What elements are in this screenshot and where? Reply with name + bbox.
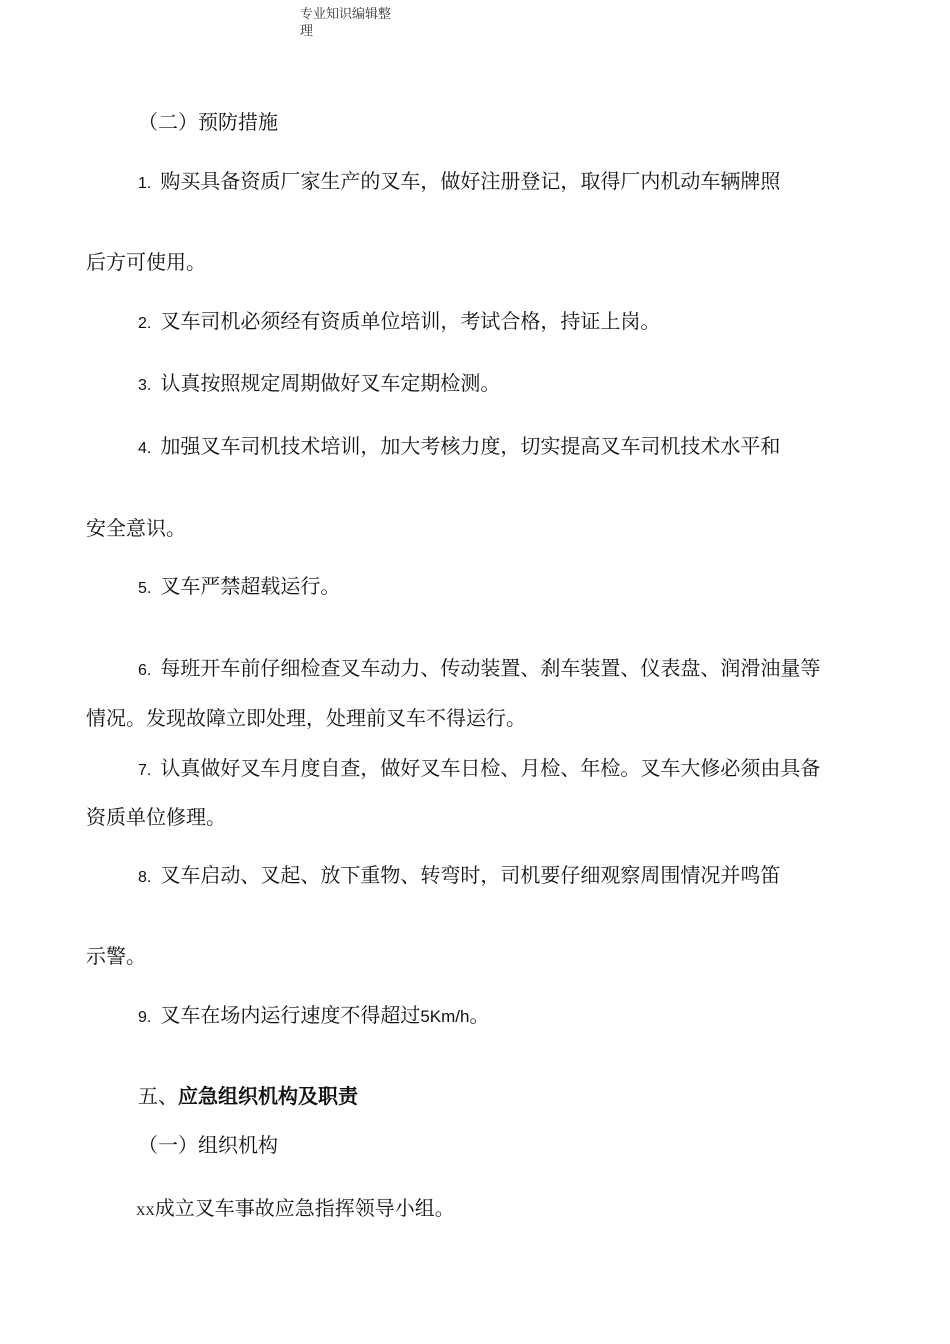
item-number: 8. <box>138 869 152 886</box>
item-text: 叉车严禁超载运行。 <box>160 574 341 598</box>
page-header <box>300 6 410 40</box>
org-placeholder: XX <box>136 1203 155 1218</box>
closing-text: 成立叉车事故应急指挥领导小组。 <box>154 1196 455 1220</box>
item-7-continuation: 资质单位修理。 <box>86 805 226 829</box>
item-number: 1. <box>138 175 152 192</box>
organization-heading: （一）组织机构 <box>138 1133 278 1157</box>
item-8 <box>138 861 780 892</box>
item-number: 2. <box>138 315 152 332</box>
item-5 <box>138 572 340 603</box>
item-number: 7. <box>138 762 152 779</box>
item-text: 认真做好叉车月度自查，做好叉车日检、月检、年检。叉车大修必须由具备 <box>160 756 821 780</box>
prevention-heading: （二）预防措施 <box>138 110 278 134</box>
header-line-1: 专业知识编辑整 <box>300 7 392 22</box>
heading-prefix: 五、 <box>138 1084 178 1108</box>
item-8-continuation: 示警。 <box>86 944 146 968</box>
closing-sentence <box>136 1194 455 1225</box>
item-9 <box>138 1001 489 1032</box>
item-text: 认真按照规定周期做好叉车定期检测。 <box>160 371 501 395</box>
item-text: 叉车在场内运行速度不得超过 <box>160 1003 421 1027</box>
item-1-continuation: 后方可使用。 <box>86 250 206 274</box>
item-number: 9. <box>138 1009 152 1026</box>
item-number: 3. <box>138 377 152 394</box>
item-number: 4. <box>138 440 152 457</box>
item-2 <box>138 307 660 338</box>
item-3 <box>138 369 500 400</box>
item-6-continuation: 情况。发现故障立即处理，处理前叉车不得运行。 <box>86 706 526 730</box>
item-4 <box>138 432 780 463</box>
item-text: 加强叉车司机技术培训，加大考核力度，切实提高叉车司机技术水平和 <box>160 434 781 458</box>
emergency-heading <box>138 1082 358 1110</box>
item-6 <box>138 654 820 685</box>
speed-unit: 5Km/h <box>420 1007 470 1026</box>
item-text: 购买具备资质厂家生产的叉车，做好注册登记，取得厂内机动车辆牌照 <box>160 169 781 193</box>
item-number: 6. <box>138 662 152 679</box>
header-line-2: 理 <box>300 24 314 39</box>
item-text: 叉车司机必须经有资质单位培训，考试合格，持证上岗。 <box>160 309 661 333</box>
heading-title: 应急组织机构及职责 <box>178 1084 358 1108</box>
item-tail: 。 <box>469 1003 490 1027</box>
item-4-continuation: 安全意识。 <box>86 516 186 540</box>
item-text: 叉车启动、叉起、放下重物、转弯时，司机要仔细观察周围情况并鸣笛 <box>160 863 781 887</box>
item-number: 5. <box>138 580 152 597</box>
item-1 <box>138 167 780 198</box>
item-7 <box>138 754 820 785</box>
item-text: 每班开车前仔细检查叉车动力、传动装置、刹车装置、仪表盘、润滑油量等 <box>160 656 821 680</box>
